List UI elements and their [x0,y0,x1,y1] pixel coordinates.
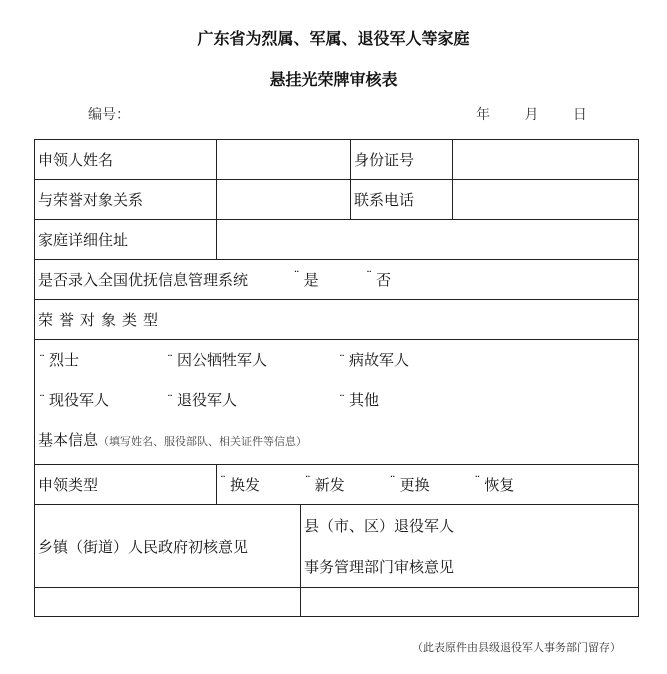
option-veteran[interactable]: ¨ 退役军人 [167,391,238,409]
county-opinion-field[interactable] [301,588,639,617]
table-row [35,140,639,180]
no-checkbox[interactable]: ¨ [366,269,373,283]
address-field[interactable] [217,220,639,260]
form-title-line1: 广东省为烈属、军属、退役军人等家庭 [197,29,470,48]
county-opinion-label: 县（市、区）退役军人 事务管理部门审核意见 [301,505,639,588]
checkbox[interactable]: ¨ [339,353,345,367]
checkbox[interactable]: ¨ [389,474,396,488]
option-other[interactable]: ¨ 其他 [339,391,380,409]
checkbox[interactable]: ¨ [167,393,173,407]
checkbox[interactable]: ¨ [39,393,45,407]
address-label: 家庭详细住址 [35,220,217,260]
table-row [35,300,639,340]
honor-options-row-1 [35,340,638,380]
checkbox[interactable]: ¨ [474,474,481,488]
no-label: 否 [376,271,392,289]
option-restore[interactable]: ¨ 恢复 [474,474,515,494]
option-died-on-duty[interactable]: ¨ 因公牺牲军人 [167,351,268,369]
relation-field[interactable] [217,180,351,220]
footer-note: （此表原件由县级退役军人事务部门留存） [412,641,621,654]
option-reissue[interactable]: ¨ 换发 [220,474,261,494]
table-row [35,340,639,465]
phone-field[interactable] [453,180,639,220]
relation-label: 与荣誉对象关系 [35,180,217,220]
applicant-name-field[interactable] [217,140,351,180]
table-row [35,260,639,300]
option-martyr[interactable]: ¨ 烈士 [39,351,80,369]
honor-options-cell [35,340,639,465]
serial-number-label: 编号： [88,107,130,123]
apply-type-label: 申领类型 [35,465,217,505]
checkbox[interactable]: ¨ [39,353,45,367]
id-number-label: 身份证号 [351,140,453,180]
checkbox[interactable]: ¨ [339,393,345,407]
registered-question-label: 是否录入全国优抚信息管理系统 [38,271,249,289]
honor-type-label: 荣誉对象类型 [35,300,639,340]
option-died-of-illness[interactable]: ¨ 病故军人 [339,351,410,369]
applicant-name-label: 申领人姓名 [35,140,217,180]
option-active-duty[interactable]: ¨ 现役军人 [39,391,110,409]
option-replace[interactable]: ¨ 更换 [389,474,430,494]
table-row [35,465,639,505]
basic-info-row [35,420,638,460]
township-opinion-label: 乡镇（街道）人民政府初核意见 [35,505,301,588]
township-opinion-field[interactable] [35,588,301,617]
apply-type-options [217,465,639,505]
table-row [35,505,639,588]
checkbox[interactable]: ¨ [304,474,311,488]
form-title-line2: 悬挂光荣牌审核表 [269,70,398,89]
application-table [34,139,639,617]
checkbox[interactable]: ¨ [220,474,226,488]
registered-question-cell [35,260,639,300]
phone-label: 联系电话 [351,180,453,220]
checkbox[interactable]: ¨ [167,353,173,367]
table-row [35,220,639,260]
table-row [35,180,639,220]
honor-options-row-2 [35,380,638,420]
yes-label: 是 [303,271,319,289]
date-field [476,104,617,124]
basic-info-label: 基本信息 [38,431,99,449]
yes-checkbox[interactable]: ¨ [293,269,300,283]
table-row [35,588,639,617]
id-number-field[interactable] [453,140,639,180]
day-label: 日 [572,107,587,123]
year-label: 年 [476,107,490,123]
option-new[interactable]: ¨ 新发 [304,474,345,494]
month-label: 月 [524,107,539,123]
basic-info-note: （填写姓名、服役部队、相关证件等信息） [98,435,308,448]
